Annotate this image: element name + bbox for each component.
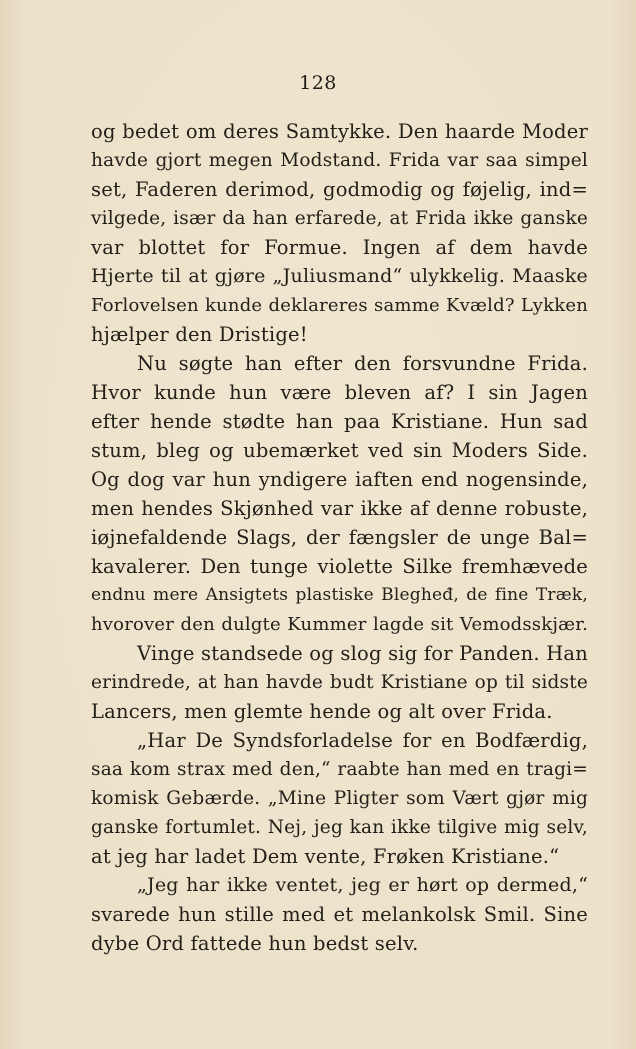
text-line: hvorover den dulgte Kummer lagde sit Vemodsskjær. — [91, 614, 588, 635]
text-line: Forlovelsen kunde deklareres samme Kvæld? Lykken — [91, 295, 588, 316]
text-line: iøjnefaldende Slags, der fængsler de unge Bal= — [91, 526, 588, 549]
text-line: stum, bleg og ubemærket ved sin Moders Side. — [91, 439, 588, 462]
text-line: set, Faderen derimod, godmodig og føjelig, ind= — [91, 178, 588, 201]
text-line: Nu søgte han efter den forsvundne Frida. — [137, 352, 588, 375]
text-line: kavalerer. Den tunge violette Silke fremhævede — [91, 555, 588, 578]
text-line: men hendes Skjønhed var ikke af denne robuste, — [91, 497, 588, 520]
text-line: Vinge standsede og slog sig for Panden. Han — [137, 642, 588, 665]
body-text — [91, 117, 588, 958]
text-line: at jeg har ladet Dem vente, Frøken Kristiane.“ — [91, 845, 560, 868]
text-line: efter hende stødte han paa Kristiane. Hun sad — [91, 410, 588, 433]
text-line: dybe Ord fattede hun bedst selv. — [91, 932, 419, 955]
text-line: og bedet om deres Samtykke. Den haarde Moder — [91, 120, 588, 143]
text-line: svarede hun stille med et melankolsk Smil. Sine — [91, 903, 588, 926]
text-line: erindrede, at han havde budt Kristiane op til sidste — [91, 672, 588, 693]
text-line: Hvor kunde hun være bleven af? I sin Jagen — [91, 381, 588, 404]
text-line: komisk Gebærde. „Mine Pligter som Vært gjør mig — [91, 788, 588, 809]
text-line: havde gjort megen Modstand. Frida var saa simpel — [91, 150, 588, 171]
text-line: Lancers, men glemte hende og alt over Frida. — [91, 700, 553, 723]
text-line: „Har De Syndsforladelse for en Bodfærdig, — [137, 729, 588, 752]
text-line: Hjerte til at gjøre „Juliusmand“ ulykkelig. Maaske — [91, 265, 588, 287]
text-line: endnu mere Ansigtets plastiske Blegheđ, de fine Træk, — [91, 585, 588, 605]
page-number: 128 — [299, 72, 337, 94]
text-line: Og dog var hun yndigere iaften end nogensinde, — [91, 468, 588, 491]
text-line: saa kom strax med den,“ raabte han med en tragi= — [91, 759, 588, 780]
text-line: „Jeg har ikke ventet, jeg er hørt op dermed,“ — [137, 874, 588, 896]
text-line: vilgede, især da han erfarede, at Frida ikke ganske — [91, 208, 588, 229]
text-line: ganske fortumlet. Nej, jeg kan ikke tilgive mig selv, — [91, 817, 588, 838]
text-line: var blottet for Formue. Ingen af dem havde — [91, 236, 588, 259]
text-line: hjælper den Dristige! — [91, 323, 308, 346]
